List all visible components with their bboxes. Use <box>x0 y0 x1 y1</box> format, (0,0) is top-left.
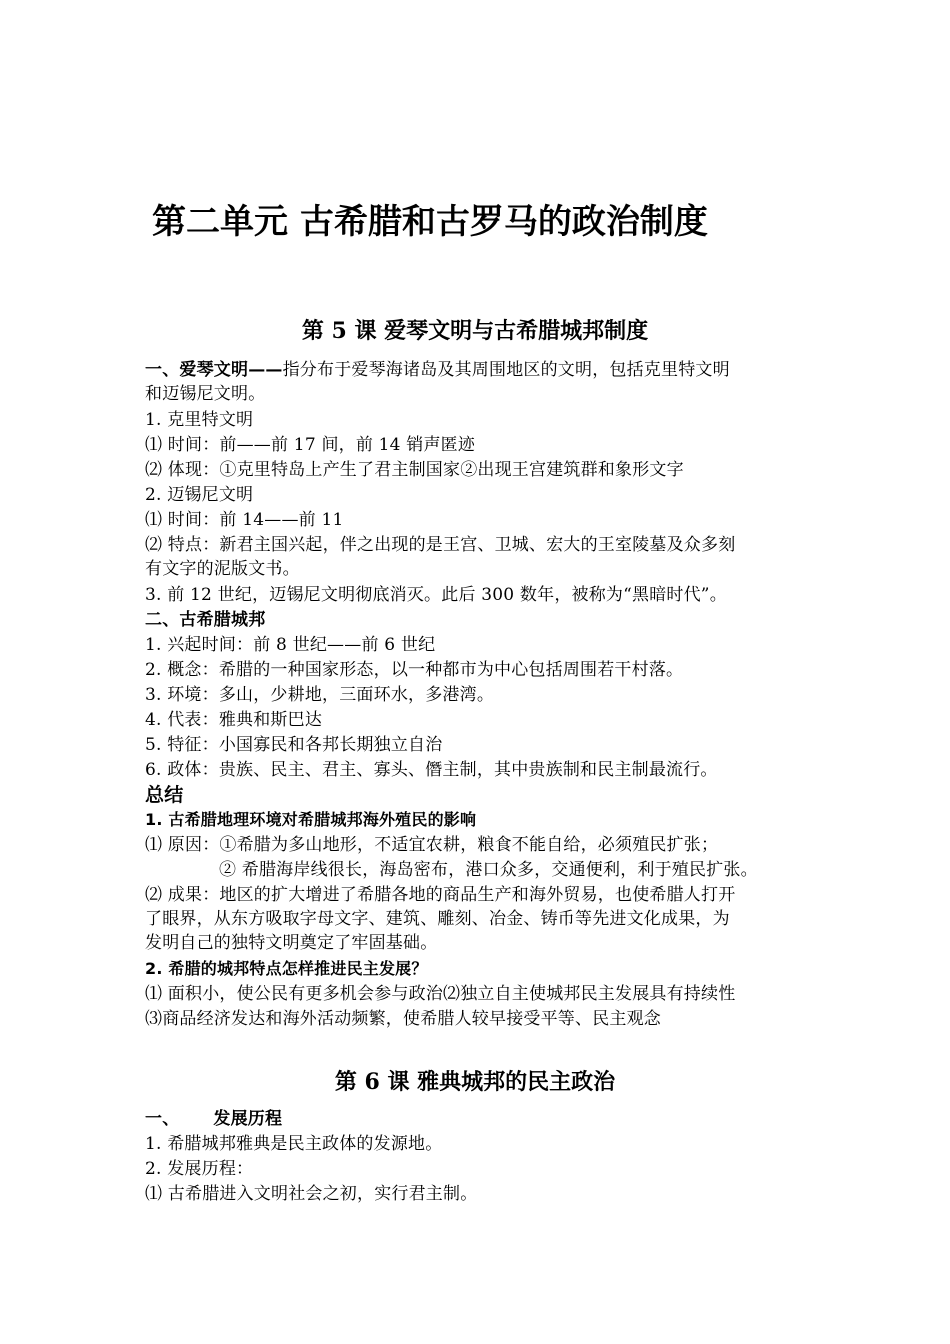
summary-q1-result: ⑵ 成果：地区的扩大增进了希腊各地的商品生产和海外贸易，也使希腊人打开 <box>145 885 736 905</box>
summary-q1-reason-cont: ② 希腊海岸线很长，海岛密布，港口众多，交通便利，利于殖民扩张。 <box>219 860 758 880</box>
lesson5-s2-item: 4. 代表：雅典和斯巴达 <box>145 710 323 730</box>
lesson6-s1-heading-line <box>145 1107 810 1131</box>
lesson5-item-2-2: ⑵ 特点：新君主国兴起，伴之出现的是王宫、卫城、宏大的王室陵墓及众多刻 <box>145 535 736 555</box>
lesson5-item-2-2-cont: 有文字的泥版文书。 <box>145 559 300 579</box>
lesson5-item-2-1: ⑴ 时间：前 14——前 11 <box>145 510 344 530</box>
lesson5-item-3: 3. 前 12 世纪，迈锡尼文明彻底消灭。此后 300 数年，被称为“黑暗时代”。 <box>145 585 727 605</box>
summary-q2-line: ⑶商品经济发达和海外活动频繁，使希腊人较早接受平等、民主观念 <box>145 1009 661 1029</box>
lesson6-title: 第 6 课 雅典城邦的民主政治 <box>334 1069 616 1095</box>
summary-q2-line: ⑴ 面积小，使公民有更多机会参与政治⑵独立自主使城邦民主发展具有持续性 <box>145 984 736 1004</box>
unit-title: 第二单元 古希腊和古罗马的政治制度 <box>152 202 708 242</box>
lesson5-s2-item: 5. 特征：小国寡民和各邦长期独立自治 <box>145 735 443 755</box>
summary-heading: 总结 <box>145 784 184 806</box>
lesson5-s2-item: 1. 兴起时间：前 8 世纪——前 6 世纪 <box>145 635 436 655</box>
lesson5-s2-item: 2. 概念：希腊的一种国家形态，以一种都市为中心包括周围若干村落。 <box>145 660 684 680</box>
lesson5-s1-line <box>145 358 810 382</box>
lesson5-item-1: 1. 克里特文明 <box>145 410 254 430</box>
lesson6-s1-heading: 发展历程 <box>213 1109 283 1129</box>
lesson6-item-1: 1. 希腊城邦雅典是民主政体的发源地。 <box>145 1134 443 1154</box>
summary-q1-reason: ⑴ 原因：①希腊为多山地形，不适宜农耕，粮食不能自给，必须殖民扩张； <box>145 835 719 855</box>
lesson6-item-2-1: ⑴ 古希腊进入文明社会之初，实行君主制。 <box>145 1184 478 1204</box>
summary-q1-heading: 1. 古希腊地理环境对希腊城邦海外殖民的影响 <box>145 810 477 829</box>
lesson5-s2-item: 6. 政体：贵族、民主、君主、寡头、僭主制，其中贵族制和民主制最流行。 <box>145 760 718 780</box>
summary-q1-result-cont: 发明自己的独特文明奠定了牢固基础。 <box>145 933 438 953</box>
summary-q1-result-cont: 了眼界，从东方吸取字母文字、建筑、雕刻、冶金、铸币等先进文化成果，为 <box>145 909 730 929</box>
lesson5-s1-heading: 一、爱琴文明—— <box>145 360 283 380</box>
lesson5-s2-item: 3. 环境：多山，少耕地，三面环水，多港湾。 <box>145 685 495 705</box>
summary-q2-heading: 2. 希腊的城邦特点怎样推进民主发展？ <box>145 959 428 978</box>
lesson5-s1-text-cont: 和迈锡尼文明。 <box>145 384 266 404</box>
lesson6-s1-num: 一、 <box>145 1109 180 1129</box>
lesson5-s1-text: 指分布于爱琴海诸岛及其周围地区的文明，包括克里特文明 <box>282 360 730 380</box>
lesson6-item-2: 2. 发展历程： <box>145 1159 254 1179</box>
lesson5-item-1-2: ⑵ 体现：①克里特岛上产生了君主制国家②出现王宫建筑群和象形文字 <box>145 460 684 480</box>
lesson5-item-1-1: ⑴ 时间：前——前 17 间，前 14 销声匿迹 <box>145 435 476 455</box>
lesson5-s2-heading: 二、古希腊城邦 <box>145 610 266 630</box>
lesson5-title: 第 5 课 爱琴文明与古希腊城邦制度 <box>301 318 649 344</box>
lesson5-item-2: 2. 迈锡尼文明 <box>145 485 254 505</box>
